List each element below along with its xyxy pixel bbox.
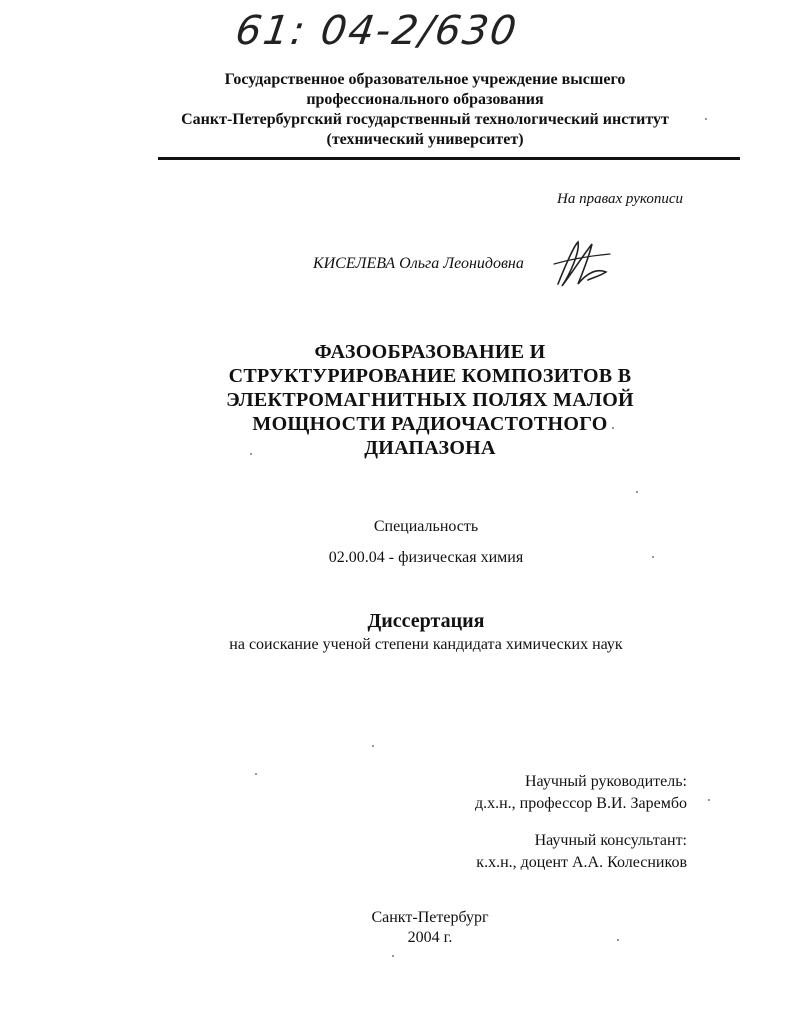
specialty-label: Специальность: [373, 518, 479, 535]
title-line-5: ДИАПАЗОНА: [364, 437, 496, 459]
city: Санкт-Петербург: [371, 909, 489, 926]
supervisor-name: д.х.н., профессор В.И. Зарембо: [474, 795, 687, 812]
specialty-value: 02.00.04 - физическая химия: [328, 549, 524, 566]
institution-line-3: Санкт-Петербургский государственный технологический институт: [181, 111, 669, 128]
scan-speck: [617, 939, 619, 941]
scan-speck: [250, 453, 252, 455]
signature: [548, 234, 618, 292]
supervisor-role: Научный руководитель:: [524, 773, 687, 790]
scan-speck: [705, 118, 707, 120]
rights-note: На правах рукописи: [557, 191, 683, 207]
institution-header: [150, 70, 700, 150]
consultant-name: к.х.н., доцент А.А. Колесников: [476, 854, 687, 871]
consultant-role: Научный консультант:: [534, 832, 687, 849]
header-divider: [158, 157, 740, 160]
scan-speck: [612, 427, 614, 429]
title-line-2: СТРУКТУРИРОВАНИЕ КОМПОЗИТОВ В: [228, 365, 632, 387]
scan-speck: [255, 773, 257, 775]
scan-speck: [708, 799, 710, 801]
scan-speck: [652, 556, 654, 558]
institution-line-4: (технический университет): [326, 131, 524, 148]
scan-speck: [392, 955, 394, 957]
degree-description: на соискание ученой степени кандидата химических наук: [229, 636, 623, 653]
institution-line-2: профессионального образования: [306, 91, 544, 108]
institution-line-1: Государственное образовательное учреждение высшего: [224, 71, 626, 88]
scan-speck: [636, 491, 638, 493]
title-line-3: ЭЛЕКТРОМАГНИТНЫХ ПОЛЯХ МАЛОЙ: [226, 389, 634, 411]
document-type: Диссертация: [367, 610, 485, 632]
year: 2004 г.: [407, 929, 453, 946]
dissertation-title: [180, 340, 680, 460]
scan-speck: [372, 745, 374, 747]
title-line-1: ФАЗООБРАЗОВАНИЕ И: [314, 341, 546, 363]
supervisor-block: [475, 771, 687, 815]
consultant-block: [476, 830, 687, 874]
author-name: КИСЕЛЕВА Ольга Леонидовна: [313, 255, 524, 272]
archive-code: 61: 04-2/630: [232, 8, 521, 54]
title-line-4: МОЩНОСТИ РАДИОЧАСТОТНОГО: [252, 413, 608, 435]
